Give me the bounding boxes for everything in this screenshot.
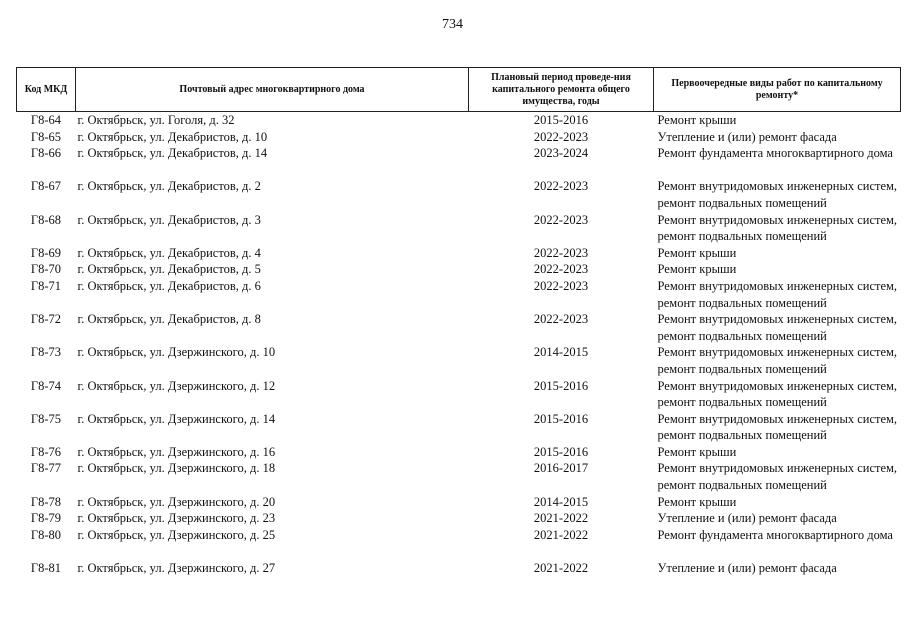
row-works — [654, 129, 901, 146]
works-line — [658, 162, 901, 179]
row-code: Г8-73 — [30, 345, 62, 360]
works-line: Ремонт крыши — [657, 494, 737, 509]
row-code: Г8-66 — [30, 146, 62, 161]
row-works — [654, 145, 901, 178]
table-row — [17, 494, 901, 511]
row-code: Г8-74 — [30, 378, 62, 393]
row-code: Г8-71 — [30, 278, 62, 293]
repair-schedule-table — [16, 67, 901, 577]
row-period: 2016-2017 — [533, 461, 589, 476]
table-row — [17, 278, 901, 311]
row-period: 2023-2024 — [533, 146, 589, 161]
row-code: Г8-75 — [30, 411, 62, 426]
works-line: ремонт подвальных помещений — [657, 328, 827, 343]
works-line: ремонт подвальных помещений — [657, 478, 827, 493]
works-line: ремонт подвальных помещений — [657, 195, 827, 210]
table-row — [17, 560, 901, 577]
works-line: ремонт подвальных помещений — [657, 428, 827, 443]
row-address: г. Октябрьск, ул. Дзержинского, д. 14 — [77, 411, 276, 426]
works-line: Утепление и (или) ремонт фасада — [657, 561, 837, 576]
row-code: Г8-79 — [30, 511, 62, 526]
table-row — [17, 510, 901, 527]
row-address: г. Октябрьск, ул. Декабристов, д. 2 — [77, 179, 261, 194]
table-body — [17, 112, 901, 577]
row-works — [654, 411, 901, 444]
row-period: 2022-2023 — [533, 312, 589, 327]
works-line: Ремонт крыши — [657, 113, 737, 127]
row-code: Г8-81 — [30, 561, 62, 576]
row-works — [654, 278, 901, 311]
row-period: 2022-2023 — [533, 278, 589, 293]
works-line: Ремонт фундамента многоквартирного дома — [657, 146, 893, 161]
works-line: Ремонт крыши — [657, 245, 737, 260]
row-period: 2015-2016 — [533, 378, 589, 393]
row-code: Г8-65 — [30, 129, 62, 144]
works-line: Ремонт внутридомовых инженерных систем, — [657, 345, 898, 360]
table-row — [17, 145, 901, 178]
table-row — [17, 378, 901, 411]
row-works — [654, 560, 901, 577]
row-address: г. Октябрьск, ул. Декабристов, д. 5 — [77, 262, 261, 277]
header-works: Первоочередные виды работ по капитальному ремонту* — [654, 68, 901, 112]
row-works — [654, 311, 901, 344]
row-period: 2021-2022 — [533, 527, 589, 542]
row-address: г. Октябрьск, ул. Декабристов, д. 4 — [77, 245, 261, 260]
table-row — [17, 129, 901, 146]
works-line: Ремонт внутридомовых инженерных систем, — [657, 461, 898, 476]
row-period: 2015-2016 — [533, 411, 589, 426]
row-address: г. Октябрьск, ул. Дзержинского, д. 27 — [77, 561, 276, 576]
works-line: Ремонт фундамента многоквартирного дома — [657, 527, 893, 542]
works-line: Утепление и (или) ремонт фасада — [657, 129, 837, 144]
works-line: Ремонт внутридомовых инженерных систем, — [657, 312, 898, 327]
table-row — [17, 411, 901, 444]
row-works — [654, 112, 901, 129]
table-row — [17, 212, 901, 245]
table-row — [17, 344, 901, 377]
row-code: Г8-64 — [30, 113, 62, 127]
row-address: г. Октябрьск, ул. Дзержинского, д. 10 — [77, 345, 276, 360]
row-address: г. Октябрьск, ул. Декабристов, д. 6 — [77, 278, 261, 293]
row-address: г. Октябрьск, ул. Декабристов, д. 10 — [77, 129, 268, 144]
row-period: 2022-2023 — [533, 245, 589, 260]
works-line: ремонт подвальных помещений — [657, 395, 827, 410]
table-row — [17, 261, 901, 278]
row-address: г. Октябрьск, ул. Дзержинского, д. 18 — [77, 461, 276, 476]
row-works — [654, 245, 901, 262]
works-line: Ремонт внутридомовых инженерных систем, — [657, 212, 898, 227]
row-period: 2021-2022 — [533, 511, 589, 526]
works-line: Ремонт внутридомовых инженерных систем, — [657, 378, 898, 393]
works-line: ремонт подвальных помещений — [657, 295, 827, 310]
row-works — [654, 460, 901, 493]
table-row — [17, 245, 901, 262]
row-period: 2015-2016 — [533, 444, 589, 459]
row-address: г. Октябрьск, ул. Гоголя, д. 32 — [77, 113, 235, 127]
row-period: 2015-2016 — [533, 113, 589, 127]
works-line: ремонт подвальных помещений — [657, 229, 827, 244]
works-line: ремонт подвальных помещений — [657, 361, 827, 376]
table-row — [17, 178, 901, 211]
row-code: Г8-78 — [30, 494, 62, 509]
row-code: Г8-68 — [30, 212, 62, 227]
row-address: г. Октябрьск, ул. Дзержинского, д. 12 — [77, 378, 276, 393]
row-period: 2022-2023 — [533, 262, 589, 277]
works-line: Ремонт внутридомовых инженерных систем, — [657, 411, 898, 426]
row-works — [654, 527, 901, 560]
works-line: Ремонт крыши — [657, 262, 737, 277]
row-period: 2022-2023 — [533, 129, 589, 144]
row-works — [654, 378, 901, 411]
works-line: Ремонт крыши — [657, 444, 737, 459]
works-line: Ремонт внутридомовых инженерных систем, — [657, 278, 898, 293]
table-header-row — [17, 68, 901, 112]
row-address: г. Октябрьск, ул. Декабристов, д. 3 — [77, 212, 261, 227]
row-period: 2022-2023 — [533, 179, 589, 194]
row-works — [654, 494, 901, 511]
header-address: Почтовый адрес многоквартирного дома — [76, 68, 469, 112]
row-code: Г8-67 — [30, 179, 62, 194]
row-code: Г8-70 — [30, 262, 62, 277]
row-address: г. Октябрьск, ул. Дзержинского, д. 16 — [77, 444, 276, 459]
row-address: г. Октябрьск, ул. Дзержинского, д. 23 — [77, 511, 276, 526]
row-works — [654, 261, 901, 278]
row-code: Г8-76 — [30, 444, 62, 459]
works-line: Утепление и (или) ремонт фасада — [657, 511, 837, 526]
row-works — [654, 344, 901, 377]
table-row — [17, 311, 901, 344]
row-code: Г8-69 — [30, 245, 62, 260]
page-number: 734 — [442, 17, 463, 32]
row-code: Г8-72 — [30, 312, 62, 327]
row-address: г. Октябрьск, ул. Декабристов, д. 8 — [77, 312, 261, 327]
row-works — [654, 178, 901, 211]
row-period: 2014-2015 — [533, 494, 589, 509]
row-period: 2022-2023 — [533, 212, 589, 227]
row-works — [654, 212, 901, 245]
table-row — [17, 112, 901, 129]
row-code: Г8-80 — [30, 527, 62, 542]
row-works — [654, 444, 901, 461]
header-code: Код МКД — [17, 68, 76, 112]
row-code: Г8-77 — [30, 461, 62, 476]
works-line — [658, 543, 901, 560]
row-period: 2014-2015 — [533, 345, 589, 360]
table-row — [17, 460, 901, 493]
row-address: г. Октябрьск, ул. Дзержинского, д. 25 — [77, 527, 276, 542]
table-row — [17, 527, 901, 560]
table-row — [17, 444, 901, 461]
works-line: Ремонт внутридомовых инженерных систем, — [657, 179, 898, 194]
header-period: Плановый период проведе-ния капитального ремонта общего имущества, годы — [469, 68, 654, 112]
row-period: 2021-2022 — [533, 561, 589, 576]
row-address: г. Октябрьск, ул. Дзержинского, д. 20 — [77, 494, 276, 509]
row-address: г. Октябрьск, ул. Декабристов, д. 14 — [77, 146, 268, 161]
row-works — [654, 510, 901, 527]
